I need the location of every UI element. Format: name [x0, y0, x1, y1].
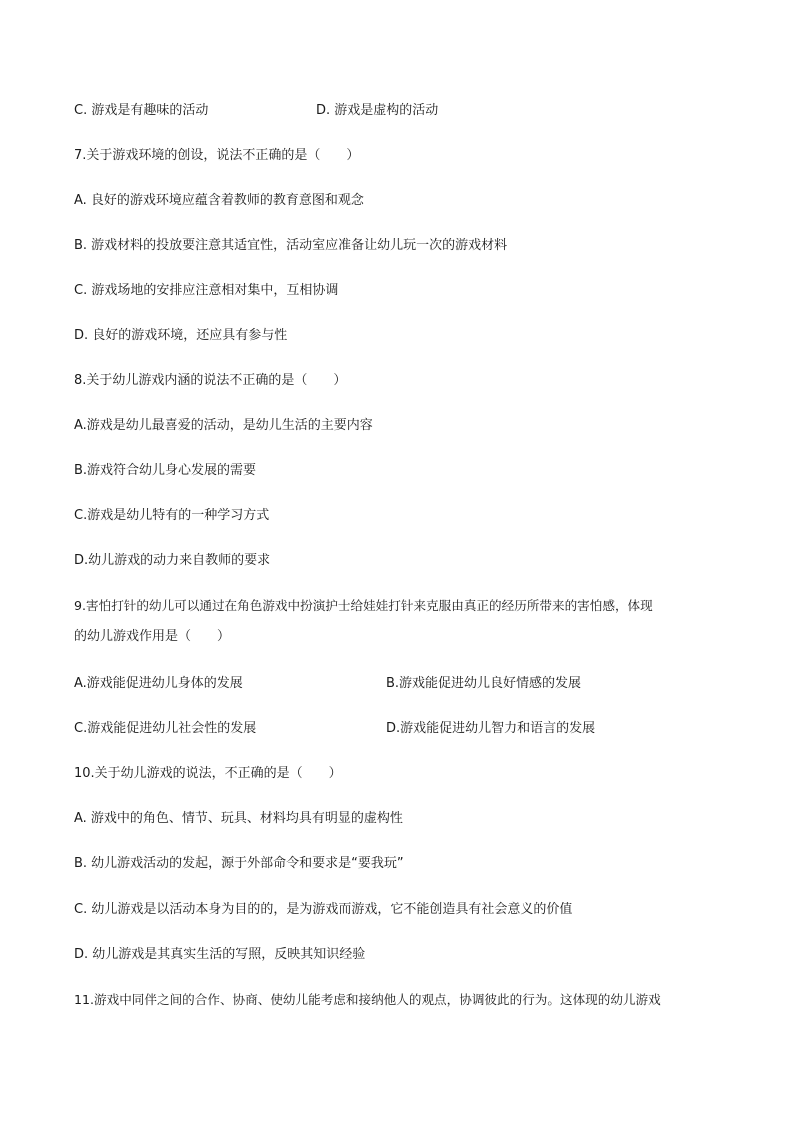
q6-option-d: D. 游戏是虚构的活动 [316, 103, 439, 118]
q8-option-d: D.幼儿游戏的动力来自教师的要求 [74, 553, 271, 568]
q8-option-a: A.游戏是幼儿最喜爱的活动，是幼儿生活的主要内容 [74, 418, 373, 433]
q9-stem-line1: 9.害怕打针的幼儿可以通过在角色游戏中扮演护士给娃娃打针来克服由真正的经历所带来的害怕感，体现 [74, 598, 653, 613]
q7-option-b: B. 游戏材料的投放要注意其适宜性，活动室应准备让幼儿玩一次的游戏材料 [74, 238, 508, 253]
q9-option-b: B.游戏能促进幼儿良好情感的发展 [386, 676, 582, 691]
q7-stem: 7.关于游戏环境的创设，说法不正确的是（ ） [74, 148, 360, 163]
q9-option-c: C.游戏能促进幼儿社会性的发展 [74, 721, 257, 736]
q11-stem-line1: 11.游戏中同伴之间的合作、协商、使幼儿能考虑和接纳他人的观点，协调彼此的行为。这体现的幼儿游戏 [74, 992, 661, 1007]
q7-option-a: A. 良好的游戏环境应蕴含着教师的教育意图和观念 [74, 193, 364, 208]
q10-option-c: C. 幼儿游戏是以活动本身为目的的，是为游戏而游戏，它不能创造具有社会意义的价值 [74, 902, 573, 917]
q10-option-d: D. 幼儿游戏是其真实生活的写照，反映其知识经验 [74, 947, 366, 962]
q8-option-c: C.游戏是幼儿特有的一种学习方式 [74, 508, 270, 523]
q9-option-d: D.游戏能促进幼儿智力和语言的发展 [386, 721, 596, 736]
q7-option-d: D. 良好的游戏环境，还应具有参与性 [74, 328, 288, 343]
q7-option-c: C. 游戏场地的安排应注意相对集中，互相协调 [74, 283, 339, 298]
q10-option-b: B. 幼儿游戏活动的发起，源于外部命令和要求是“要我玩” [74, 856, 404, 871]
q8-option-b: B.游戏符合幼儿身心发展的需要 [74, 463, 257, 478]
q10-stem: 10.关于幼儿游戏的说法，不正确的是（ ） [74, 766, 342, 781]
q10-option-a: A. 游戏中的角色、情节、玩具、材料均具有明显的虚构性 [74, 811, 403, 826]
q6-option-c: C. 游戏是有趣味的活动 [74, 103, 209, 118]
q8-stem: 8.关于幼儿游戏内涵的说法不正确的是（ ） [74, 373, 347, 388]
q9-stem-line2: 的幼儿游戏作用是（ ） [74, 629, 231, 644]
q9-option-a: A.游戏能促进幼儿身体的发展 [74, 676, 243, 691]
